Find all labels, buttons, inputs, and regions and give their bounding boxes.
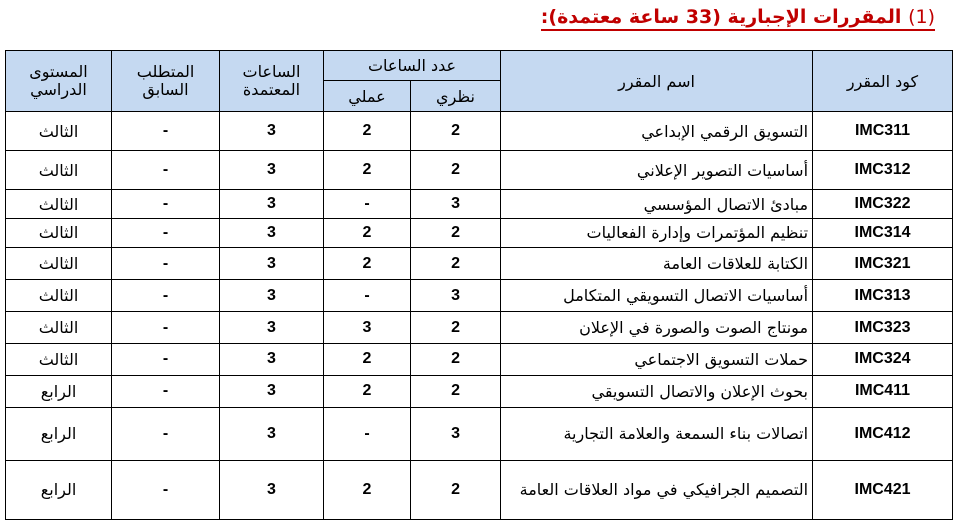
table-row	[6, 375, 953, 407]
course-code-cell: IMC312	[813, 151, 953, 190]
course-name-cell: مونتاج الصوت والصورة في الإعلان	[501, 312, 813, 344]
header-prereq-line2: السابق	[142, 80, 189, 99]
course-code-cell: IMC324	[813, 344, 953, 376]
section-number: (1)	[908, 6, 935, 28]
study-level-cell: الرابع	[6, 460, 112, 519]
theory-hours-cell: 2	[411, 219, 501, 248]
theory-hours-cell: 3	[411, 407, 501, 460]
courses-table	[5, 50, 953, 520]
header-credit-line1: الساعات	[242, 62, 301, 81]
study-level-cell: الثالث	[6, 247, 112, 280]
table-row	[6, 247, 953, 280]
prerequisite-cell: -	[112, 219, 220, 248]
practical-hours-cell: -	[324, 280, 411, 312]
credit-hours-cell: 3	[220, 344, 324, 376]
study-level-cell: الثالث	[6, 344, 112, 376]
course-name-cell: تنظيم المؤتمرات وإدارة الفعاليات	[501, 219, 813, 248]
credit-hours-cell: 3	[220, 112, 324, 151]
practical-hours-cell: 2	[324, 247, 411, 280]
study-level-cell: الرابع	[6, 407, 112, 460]
theory-hours-cell: 2	[411, 112, 501, 151]
credit-hours-cell: 3	[220, 375, 324, 407]
prerequisite-cell: -	[112, 247, 220, 280]
study-level-cell: الثالث	[6, 190, 112, 219]
course-name-cell: اتصالات بناء السمعة والعلامة التجارية	[501, 407, 813, 460]
header-credit-line2: المعتمدة	[242, 80, 301, 99]
practical-hours-cell: 2	[324, 344, 411, 376]
theory-hours-cell: 2	[411, 312, 501, 344]
credit-hours-cell: 3	[220, 407, 324, 460]
practical-hours-cell: 3	[324, 312, 411, 344]
section-heading: المقررات الإجبارية (33 ساعة معتمدة):	[540, 6, 902, 28]
course-code-cell: IMC322	[813, 190, 953, 219]
header-practical: عملي	[324, 81, 411, 112]
course-code-cell: IMC411	[813, 375, 953, 407]
course-code-cell: IMC323	[813, 312, 953, 344]
course-code-cell: IMC321	[813, 247, 953, 280]
course-name-cell: حملات التسويق الاجتماعي	[501, 344, 813, 376]
table-row	[6, 460, 953, 519]
theory-hours-cell: 2	[411, 460, 501, 519]
theory-hours-cell: 2	[411, 247, 501, 280]
prerequisite-cell: -	[112, 312, 220, 344]
section-title	[541, 6, 935, 28]
header-prereq-line1: المتطلب	[136, 62, 195, 81]
course-name-cell: التصميم الجرافيكي في مواد العلاقات العامة	[501, 460, 813, 519]
header-prerequisite	[112, 51, 220, 112]
credit-hours-cell: 3	[220, 219, 324, 248]
course-code-cell: IMC314	[813, 219, 953, 248]
course-name-cell: مبادئ الاتصال المؤسسي	[501, 190, 813, 219]
theory-hours-cell: 3	[411, 190, 501, 219]
header-course-code: كود المقرر	[813, 51, 953, 112]
credit-hours-cell: 3	[220, 247, 324, 280]
practical-hours-cell: 2	[324, 460, 411, 519]
study-level-cell: الثالث	[6, 219, 112, 248]
table-row	[6, 280, 953, 312]
practical-hours-cell: 2	[324, 151, 411, 190]
study-level-cell: الثالث	[6, 312, 112, 344]
prerequisite-cell: -	[112, 190, 220, 219]
header-level-line2: الدراسي	[30, 80, 87, 99]
prerequisite-cell: -	[112, 151, 220, 190]
table-row	[6, 407, 953, 460]
header-level-line1: المستوى	[29, 62, 88, 81]
study-level-cell: الرابع	[6, 375, 112, 407]
title-underline	[541, 29, 935, 31]
credit-hours-cell: 3	[220, 280, 324, 312]
credit-hours-cell: 3	[220, 312, 324, 344]
course-code-cell: IMC421	[813, 460, 953, 519]
practical-hours-cell: -	[324, 190, 411, 219]
credit-hours-cell: 3	[220, 190, 324, 219]
course-name-cell: بحوث الإعلان والاتصال التسويقي	[501, 375, 813, 407]
practical-hours-cell: 2	[324, 112, 411, 151]
theory-hours-cell: 2	[411, 344, 501, 376]
course-name-cell: أساسيات التصوير الإعلاني	[501, 151, 813, 190]
study-level-cell: الثالث	[6, 280, 112, 312]
study-level-cell: الثالث	[6, 151, 112, 190]
table-row	[6, 112, 953, 151]
practical-hours-cell: 2	[324, 375, 411, 407]
course-name-cell: التسويق الرقمي الإبداعي	[501, 112, 813, 151]
table-row	[6, 151, 953, 190]
theory-hours-cell: 2	[411, 375, 501, 407]
course-code-cell: IMC313	[813, 280, 953, 312]
header-theory: نظري	[411, 81, 501, 112]
table-row	[6, 344, 953, 376]
prerequisite-cell: -	[112, 112, 220, 151]
prerequisite-cell: -	[112, 460, 220, 519]
theory-hours-cell: 2	[411, 151, 501, 190]
header-study-level	[6, 51, 112, 112]
practical-hours-cell: -	[324, 407, 411, 460]
table-row	[6, 219, 953, 248]
practical-hours-cell: 2	[324, 219, 411, 248]
credit-hours-cell: 3	[220, 151, 324, 190]
header-course-name: اسم المقرر	[501, 51, 813, 112]
course-name-cell: أساسيات الاتصال التسويقي المتكامل	[501, 280, 813, 312]
prerequisite-cell: -	[112, 375, 220, 407]
prerequisite-cell: -	[112, 280, 220, 312]
prerequisite-cell: -	[112, 344, 220, 376]
table-row	[6, 190, 953, 219]
header-credit-hours	[220, 51, 324, 112]
course-code-cell: IMC412	[813, 407, 953, 460]
prerequisite-cell: -	[112, 407, 220, 460]
course-code-cell: IMC311	[813, 112, 953, 151]
study-level-cell: الثالث	[6, 112, 112, 151]
theory-hours-cell: 3	[411, 280, 501, 312]
course-name-cell: الكتابة للعلاقات العامة	[501, 247, 813, 280]
credit-hours-cell: 3	[220, 460, 324, 519]
table-row	[6, 312, 953, 344]
header-hours-group: عدد الساعات	[324, 51, 501, 81]
